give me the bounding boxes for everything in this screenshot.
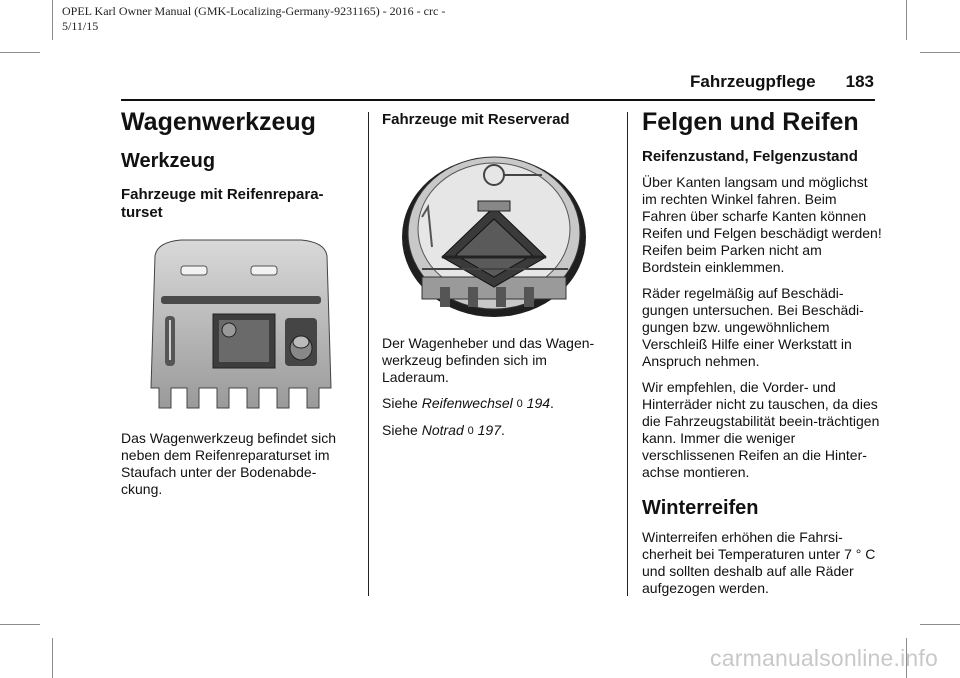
caption-reifenreparaturset: Das Wagenwerkzeug befindet sich neben dem Reifenreparaturset im Staufach unter der Bodenabde-ckung. xyxy=(121,430,337,497)
print-metadata xyxy=(62,4,445,34)
crop-mark xyxy=(52,0,53,40)
subsection-title-winterreifen: Winterreifen xyxy=(642,497,759,519)
watermark: carmanualsonline.info xyxy=(710,645,938,671)
reference-page-197[interactable]: 197 xyxy=(477,422,501,438)
paragraph-kanten: Über Kanten langsam und möglichst im rechten Winkel fahren. Beim Fahren über scharfe Kanten können Reifen und Felgen beschädigt werden! Reifen beim Parken nicht am Bordstein einklemmen. xyxy=(642,174,882,275)
tool-kit-illustration xyxy=(121,238,351,418)
column-3 xyxy=(642,106,882,597)
see-reference-reifenwechsel: Siehe Reifenwechsel 0 194. xyxy=(382,395,554,411)
column-1 xyxy=(121,106,351,498)
subsection-title-werkzeug: Werkzeug xyxy=(121,150,216,172)
reference-page-194[interactable]: 194 xyxy=(526,395,551,411)
column-divider xyxy=(368,112,369,596)
see-reference-notrad: Siehe Notrad 0 197. xyxy=(382,422,505,438)
section-name: Fahrzeugpflege xyxy=(690,72,816,91)
reference-notrad[interactable]: Notrad xyxy=(421,422,464,438)
crop-mark xyxy=(920,624,960,625)
section-title-wagenwerkzeug: Wagenwerkzeug xyxy=(121,108,316,136)
heading-reifenzustand: Reifenzustand, Felgenzustand xyxy=(642,148,858,165)
section-title-felgen-und-reifen: Felgen und Reifen xyxy=(642,108,859,136)
column-divider xyxy=(627,112,628,596)
header-rule xyxy=(121,99,875,101)
running-header xyxy=(560,72,874,92)
caption-reserverad: Der Wagenheber und das Wagen-werkzeug befinden sich im Laderaum. xyxy=(382,335,595,385)
reference-reifenwechsel[interactable]: Reifenwechsel xyxy=(421,395,513,411)
heading-reserverad: Fahrzeuge mit Reserverad xyxy=(382,111,570,128)
crop-mark xyxy=(52,638,53,678)
paragraph-raeder-tauschen: Wir empfehlen, die Vorder- und Hinterräder nicht zu tauschen, da dies die Fahrzeugstabilität beein-trächtigen kann. Immer die weniger verschlissenen Reifen an die Hinter-achse montieren. xyxy=(642,379,880,480)
page-reference-arrow: 0 xyxy=(516,398,523,410)
page-number: 183 xyxy=(845,72,874,91)
crop-mark xyxy=(0,624,40,625)
see-label: Siehe xyxy=(382,422,418,438)
crop-mark xyxy=(0,52,40,53)
page-reference-arrow: 0 xyxy=(467,425,474,437)
see-label: Siehe xyxy=(382,395,418,411)
crop-mark xyxy=(906,0,907,40)
column-2 xyxy=(382,106,607,440)
heading-reifenreparaturset: Fahrzeuge mit Reifenrepara- turset xyxy=(121,186,324,221)
paragraph-winterreifen: Winterreifen erhöhen die Fahrsi-cherheit bei Temperaturen unter 7 ° C und sollten deshalb auf alle Räder aufgezogen werden. xyxy=(642,529,876,596)
print-metadata-line1: OPEL Karl Owner Manual (GMK-Localizing-Germany-9231165) - 2016 - crc - xyxy=(62,4,446,18)
paragraph-beschaedigungen: Räder regelmäßig auf Beschädi-gungen untersuchen. Bei Beschädi-gungen bzw. ungewöhnlichem Verschleiß Hilfe einer Werkstatt in Anspruch nehmen. xyxy=(642,285,864,369)
jack-spare-wheel-illustration xyxy=(382,137,607,327)
print-metadata-line2: 5/11/15 xyxy=(62,19,99,33)
crop-mark xyxy=(920,52,960,53)
